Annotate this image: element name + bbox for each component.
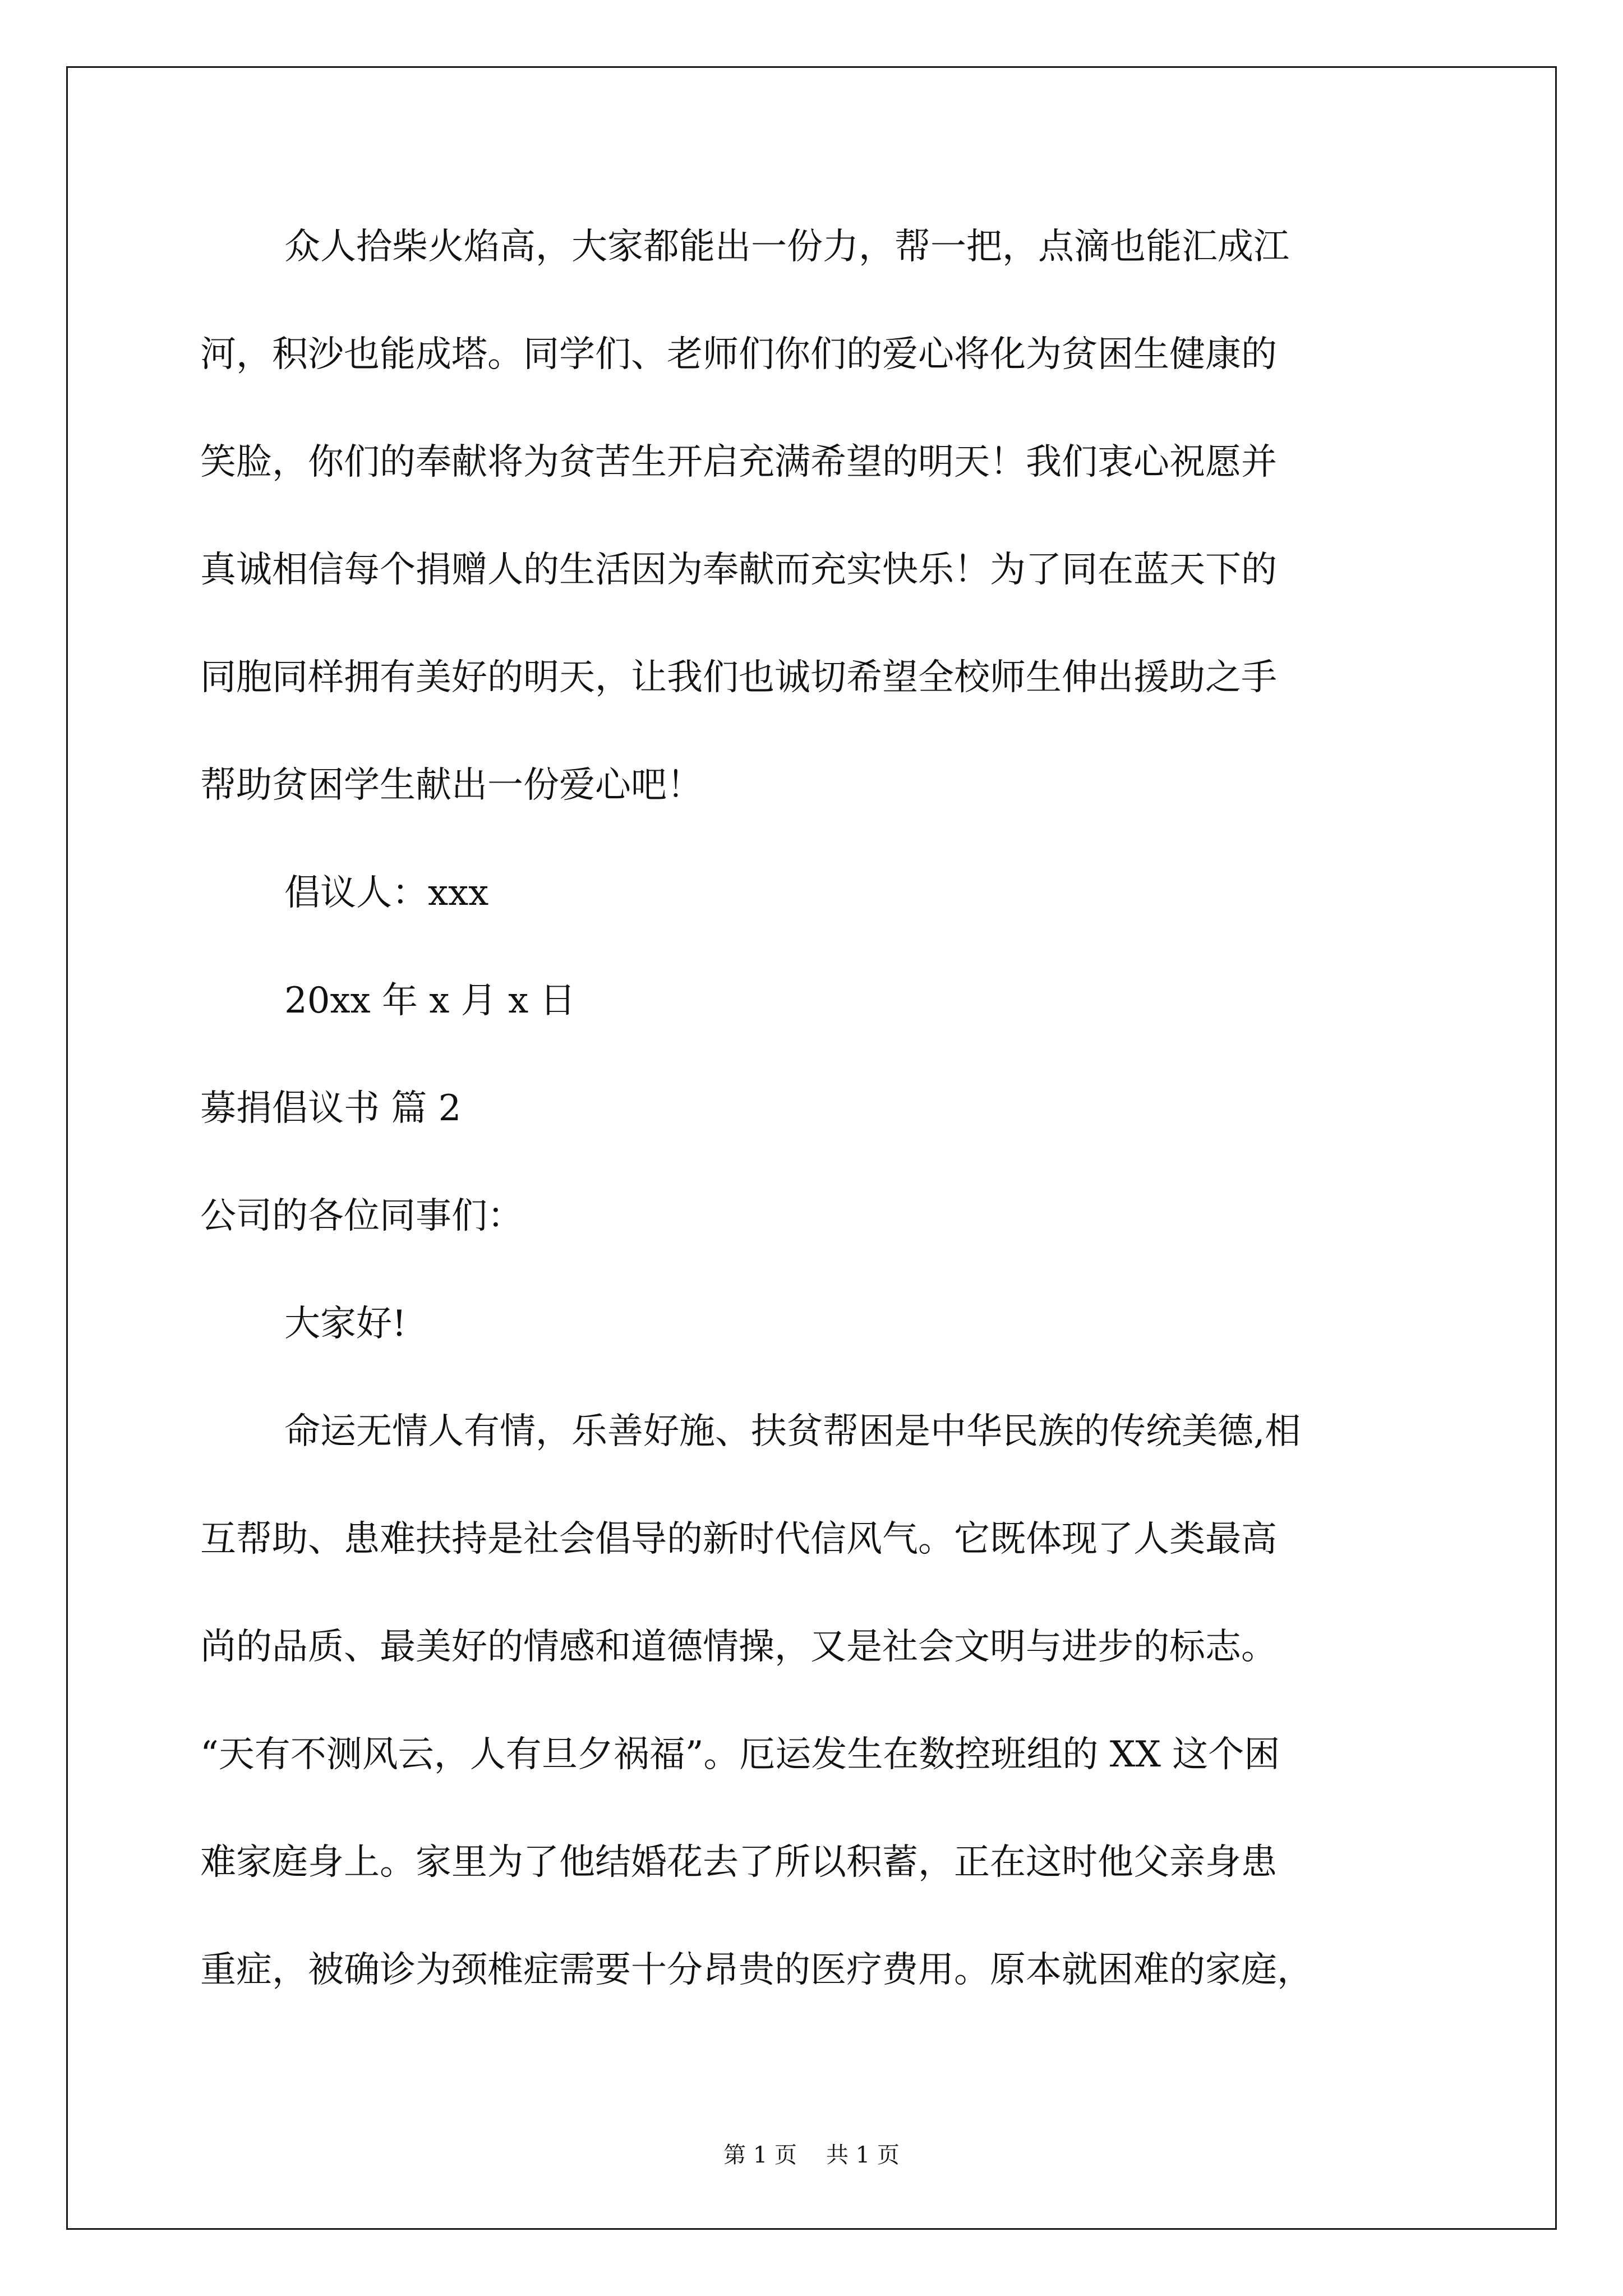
document-body bbox=[200, 220, 1440, 2051]
page-number: 第 1 页 bbox=[723, 2142, 797, 2168]
text-line: 命运无情人有情，乐善好施、扶贫帮困是中华民族的传统美德,相 bbox=[284, 1411, 1301, 1452]
text-line: 河，积沙也能成塔。同学们、老师们你们的爱心将化为贫困生健康的 bbox=[200, 334, 1277, 375]
text-line: 重症，被确诊为颈椎症需要十分昂贵的医疗费用。原本就困难的家庭， bbox=[200, 1949, 1313, 1991]
date-line: 20xx 年 x 月 x 日 bbox=[284, 980, 576, 1022]
text-line: 众人拾柴火焰高，大家都能出一份力，帮一把，点滴也能汇成江 bbox=[284, 226, 1289, 268]
text-line: 同胞同样拥有美好的明天，让我们也诚切希望全校师生伸出援助之手 bbox=[200, 657, 1277, 698]
paragraph bbox=[200, 1405, 1440, 1997]
page-total: 共 1 页 bbox=[826, 2142, 900, 2168]
text-line: 互帮助、患难扶持是社会倡导的新时代信风气。它既体现了人类最高 bbox=[200, 1519, 1277, 1560]
text-line: 帮助贫困学生献出一份爱心吧！ bbox=[200, 765, 703, 806]
paragraph bbox=[200, 220, 1440, 812]
greeting: 大家好! bbox=[284, 1303, 407, 1345]
section-heading: 募捐倡议书 篇 2 bbox=[200, 1088, 462, 1129]
text-line: 尚的品质、最美好的情感和道德情操，又是社会文明与进步的标志。 bbox=[200, 1626, 1277, 1668]
text-line: 难家庭身上。家里为了他结婚花去了所以积蓄，正在这时他父亲身患 bbox=[200, 1842, 1277, 1883]
signatory-line: 倡议人：xxx bbox=[284, 872, 489, 914]
text-line: “天有不测风云，人有旦夕祸福”。厄运发生在数控班组的 XX 这个困 bbox=[200, 1734, 1280, 1775]
text-line: 真诚相信每个捐赠人的生活因为奉献而充实快乐！为了同在蓝天下的 bbox=[200, 549, 1277, 591]
salutation: 公司的各位同事们： bbox=[200, 1195, 523, 1237]
page-footer bbox=[0, 2142, 1623, 2169]
text-line: 笑脸，你们的奉献将为贫苦生开启充满希望的明天！我们衷心祝愿并 bbox=[200, 441, 1277, 483]
